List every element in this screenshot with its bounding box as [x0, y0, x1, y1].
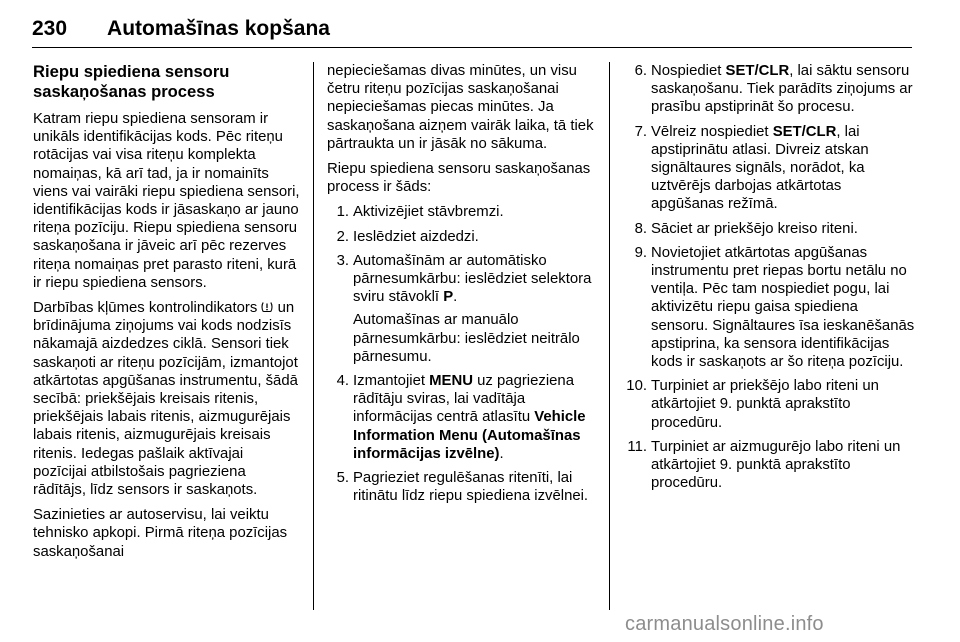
column-divider [609, 62, 610, 610]
step-text [353, 252, 597, 307]
step-text-part: Vēlreiz nospiediet [651, 123, 769, 140]
step-text-bold: MENU [429, 373, 473, 390]
list-item [327, 228, 597, 246]
step-number: 5. [336, 470, 349, 487]
step-text-part: uz pagrieziena rādītāju sviras, lai vadītāja informācijas centrā atlasītu [353, 373, 574, 426]
step-number: 10. [626, 378, 647, 395]
step-body [353, 252, 597, 366]
step-text: Novietojiet atkārtotas apgūšanas instrumentu pret riepas bortu netālu no ventiļa. Pēc tam nospiediet pogu, lai aktivizētu riepu gaisa spiediena sensoru. Signāltaures īsa ieskanēšanās apstiprina, ka sensora identifikācijas kods ir saskaņots ar šo riteņa pozīciju. [651, 244, 915, 371]
step-text-part: . [499, 445, 504, 462]
paragraph: nepieciešamas divas minūtes, un visu četru riteņu pozīcijas saskaņošanai nepieciešamas piecas minūtes. Ja saskaņošana aizņem vairāk laika, tā tiek pārtraukta un ir jāsāk no sākuma. [327, 63, 594, 152]
step-text-bold: SET/CLR [725, 63, 790, 79]
step-number: 7. [634, 123, 647, 140]
step-number: 2. [336, 228, 349, 245]
list-item [327, 372, 597, 463]
paragraph-text: Darbības kļūmes kontrolindikators [33, 300, 258, 317]
paragraph: Katram riepu spiediena sensoram ir unikāls identifikācijas kods. Pēc riteņu rotācijas vai visa riteņu komplekta nomaiņas, kā arī tad, ja ir nomainīts viens vai vairāki riepu spiediena sensori, identifikācijas kods ir jāsaskaņo ar jauno riteņa pozīciju. Riepu spiediena sensoru saskaņošana ir jāveic arī pēc rezerves riteņa nomaiņas pret parasto riteni, kurā ir riepu spiediena sensors. [33, 111, 300, 291]
paragraph: Sazinieties ar autoservisu, lai veiktu tehnisko apkopi. Pirmā riteņa pozīcijas saskaņošanai [33, 507, 288, 560]
list-item [327, 252, 597, 366]
tire-pressure-warning-icon [261, 301, 273, 314]
column-divider [313, 62, 314, 610]
list-item [327, 469, 597, 505]
paragraph [33, 299, 301, 499]
step-text [651, 62, 915, 117]
step-text: Automašīnas ar manuālo pārnesumkārbu: ieslēdziet neitrālo pārnesumu. [353, 312, 580, 365]
step-text-part: , lai sāktu sensoru saskaņošanu. Tiek parādīts ziņojums ar prasību apstiprināt šo procesu. [651, 63, 913, 116]
watermark: carmanualsonline.info [625, 613, 824, 635]
step-number: 8. [634, 220, 647, 237]
list-item [623, 220, 915, 238]
steps-list [327, 203, 597, 505]
list-item [623, 244, 915, 371]
list-item [623, 123, 915, 214]
step-text-bold: SET/CLR [772, 123, 837, 140]
steps-list [623, 62, 915, 492]
column-3 [623, 62, 915, 498]
step-text-part: , lai apstiprinātu atlasi. Divreiz atskan signāltaures signāls, norādot, ka uztvērējs darbojas atkārtotas apgūšanas režīmā. [651, 123, 869, 213]
paragraph-text: un brīdinājuma ziņojums vai kods nodzisīs nākamajā aizdedzes ciklā. Sensori tiek saskaņoti ar riteņu pozīcijām, izmantojot atkārtotas apgūšanas instrumentu, šādā secībā: priekšējais kreisais ritenis, priekšējais labais ritenis, aizmugurējais labais ritenis, aizmugurējais kreisais ritenis. Iedegas pašlaik aktīvajai pozīcijai atbilstošais pagrieziena rādītājs, līdz sensors ir saskaņots. [33, 300, 298, 499]
step-text-part: Nospiediet [651, 63, 722, 79]
list-item [623, 438, 915, 493]
step-number: 4. [336, 373, 349, 390]
column-1 [33, 62, 301, 568]
list-item [623, 377, 915, 432]
section-title: Automašīnas kopšana [107, 17, 330, 40]
step-text: Turpiniet ar aizmugurējo labo riteni un atkārtojiet 9. punktā aprakstīto procedūru. [651, 438, 901, 492]
page-number: 230 [32, 17, 68, 40]
list-item [623, 62, 915, 117]
step-text [651, 123, 915, 214]
step-number: 11. [627, 438, 647, 455]
step-text: Turpiniet ar priekšējo labo riteni un atkārtojiet 9. punktā aprakstīto procedūru. [651, 378, 879, 431]
step-number: 1. [336, 204, 349, 221]
step-text: Pagrieziet regulēšanas ritenīti, lai ritinātu līdz riepu spiediena izvēlnei. [353, 470, 589, 505]
list-item [327, 203, 597, 221]
section-heading: Riepu spiediena sensoru saskaņošanas process [33, 62, 230, 101]
paragraph: Riepu spiediena sensoru saskaņošanas process ir šāds: [327, 161, 591, 196]
header-rule [32, 47, 912, 48]
step-text-bold: P [443, 289, 454, 306]
step-number: 3. [336, 252, 349, 269]
step-text-part: Automašīnām ar automātisko pārnesumkārbu: ieslēdziet selektora sviru stāvoklī [353, 252, 592, 306]
step-text [353, 372, 597, 463]
step-text-part: . [453, 289, 458, 306]
step-text: Sāciet ar priekšējo kreiso riteni. [651, 220, 858, 237]
page-header [32, 16, 912, 42]
column-2 [327, 62, 597, 511]
step-text-part: Izmantojiet [353, 373, 426, 390]
step-number: 9. [634, 244, 647, 261]
step-number: 6. [634, 63, 647, 79]
step-text: Ieslēdziet aizdedzi. [353, 228, 479, 245]
step-text: Aktivizējiet stāvbremzi. [353, 204, 504, 221]
step-text-bold: Vehicle Information Menu (Automašīnas informācijas izvēlne) [353, 409, 586, 462]
